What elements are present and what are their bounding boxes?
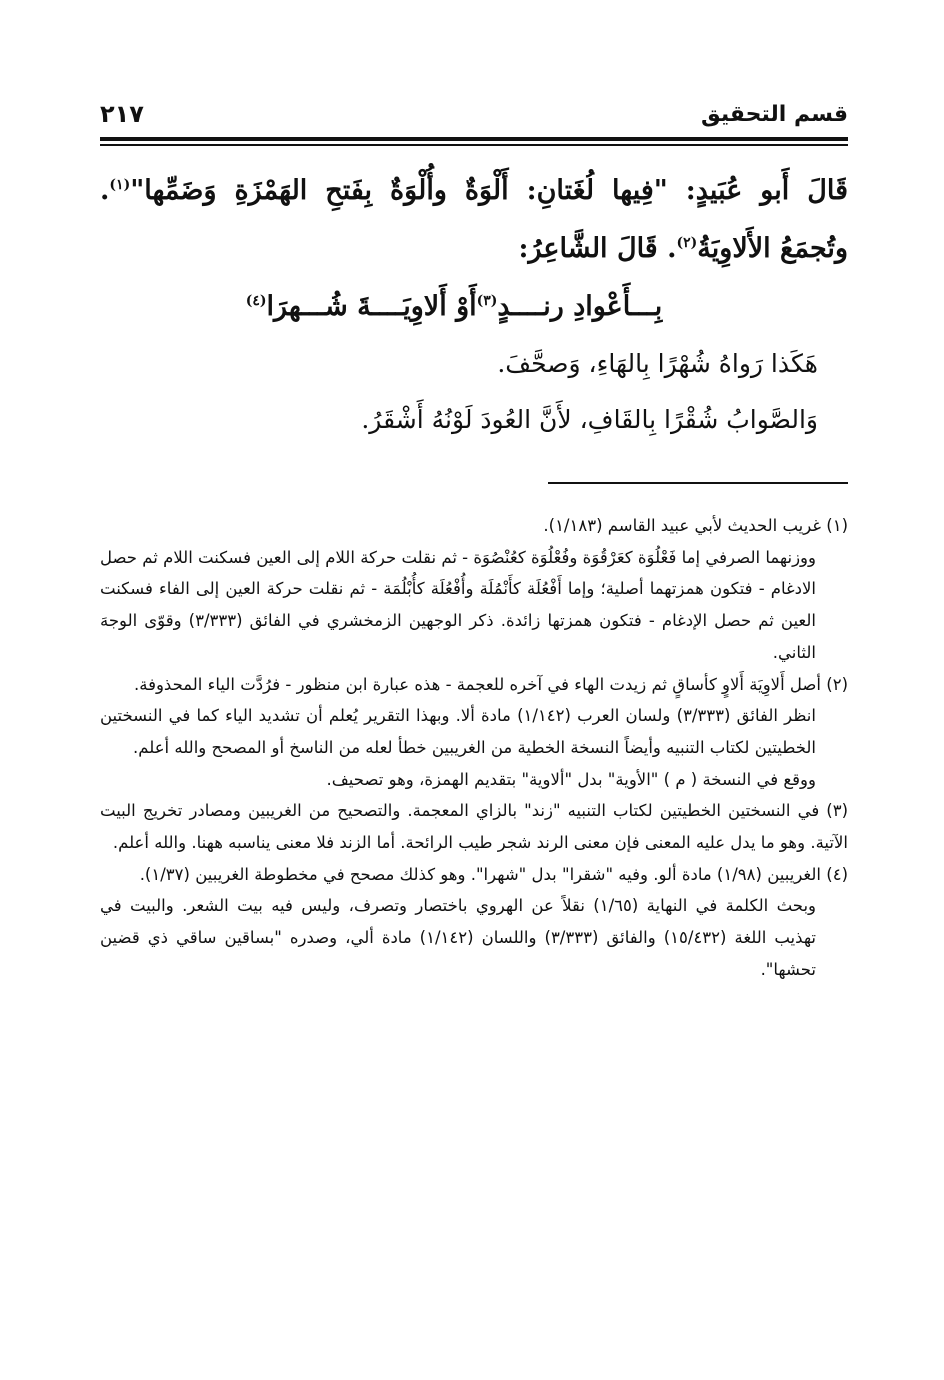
main-paragraph	[100, 162, 848, 278]
verse-part-2: أَوْ أَلاوِيَــــةَ شُـــهرَا	[266, 291, 477, 322]
main-paragraph-text: قَالَ أَبو عُبَيدٍ: "فِيها لُغَتانِ: أَلْوَةٌ وأُلْوَةٌ بِفَتحِ الهَمْزَةِ وَضَمِّها"	[130, 175, 848, 206]
footnote-1-head: (١) غريب الحديث لأبي عبيد القاسم (١/١٨٣).	[543, 516, 848, 535]
main-paragraph-cont: . وتُجمَعُ الأَلاوِيَةُ	[100, 175, 848, 264]
footnote-2-extra: ووقع في النسخة ( م ) "الأوية" بدل "ألاوية" بتقديم الهمزة، وهو تصحيف.	[326, 769, 816, 789]
header-rule-thin	[100, 144, 848, 146]
footnote-2-head: (٢) أصل أَلاوِيَة أَلاوٍ كأساقٍ ثم زيدت الهاء في آخره للعجمة - هذه عبارة ابن منظور - فرُدَّت الياء المحذوفة.	[133, 674, 848, 694]
footnote-ref-3: (٣)	[476, 293, 498, 309]
page-number: ٢١٧	[100, 100, 144, 128]
footnote-ref-2: (٢)	[676, 235, 698, 251]
running-header	[100, 96, 848, 136]
footnote-3-head: (٣) في النسختين الخطيتين لكتاب التنبيه "زند" بالزاي المعجمة. والتصحيح من الغريبين ومصادر تخريج البيت الآتية. وهو ما يدل عليه المعنى فإن معنى الرند شجر طيب الرائحة. أما الزند فلا معنى يناسبه ههنا. والله أعلم.	[100, 801, 848, 853]
footnote-4-head: (٤) الغريبين (١/٩٨) مادة ألو. وفيه "شقرا" بدل "شهرا". وهو كذلك مصحح في مخطوطة الغريبين (١/٣٧).	[139, 864, 848, 884]
main-paragraph-end: . قَالَ الشَّاعِرُ:	[518, 233, 677, 264]
main-text	[100, 162, 848, 448]
verse-part-1: بِـــأَعْوادِ رنــــدٍ	[497, 291, 663, 322]
section-title: قسم التحقيق	[701, 102, 848, 127]
main-line-1: هَكَذا رَواهُ شُهْرًا بِالهَاءِ، وَصحَّفَ.	[497, 349, 818, 378]
footnote-4-body: وبحث الكلمة في النهاية (١/٦٥) نقلاً عن الهروي باختصار وتصرف، وليس فيه بيت الشعر. والبيت في تهذيب اللغة (١٥/٤٣٢) والفائق (٣/٣٣٣) واللسان (١/١٤٢) مادة ألي، وصدره "بساقين ساقي ذي قضين تحشها".	[100, 896, 817, 979]
footnote-2-body: انظر الفائق (٣/٣٣٣) ولسان العرب (١/١٤٢) مادة ألا. وبهذا التقرير يُعلم أن تشديد الياء كما في النسختين الخطيتين لكتاب التنبيه وأيضاً النسخة الخطية من الغريبين خطأ لعله من الناسخ أو المصحح والله أعلم.	[100, 706, 816, 757]
footnote-ref-1: (١)	[109, 177, 131, 193]
footnotes	[100, 510, 848, 986]
main-line-2: وَالصَّوابُ شُقْرًا بِالقَافِ، لأَنَّ العُودَ لَوْنُهُ أَشْقَرُ.	[361, 405, 818, 434]
footnote-separator	[548, 482, 848, 484]
footnote-1-body: ووزنهما الصرفي إما فَعْلُوَة كعَرْقُوَة وفُعْلُوَة كعُنْصُوَة - ثم نقلت حركة اللام إلى العين فسكنت اللام ثم حصل الادغام - فتكون همزتهما أصلية؛ وإما أَفْعُلَة كأَنْمُلَة وأُفْعُلَة كأُبْلُمَة - ثم نقلت حركة العين إلى الفاء فسكنت العين ثم حصل الإدغام - فتكون همزتها زائدة. ذكر الوجهين الزمخشري في الفائق (٣/٣٣٣) وقوّى الوجهَ الثاني.	[100, 547, 816, 662]
header-rule-thick	[100, 137, 848, 141]
footnote-ref-4: (٤)	[245, 293, 267, 309]
poetry-verse	[100, 278, 848, 336]
